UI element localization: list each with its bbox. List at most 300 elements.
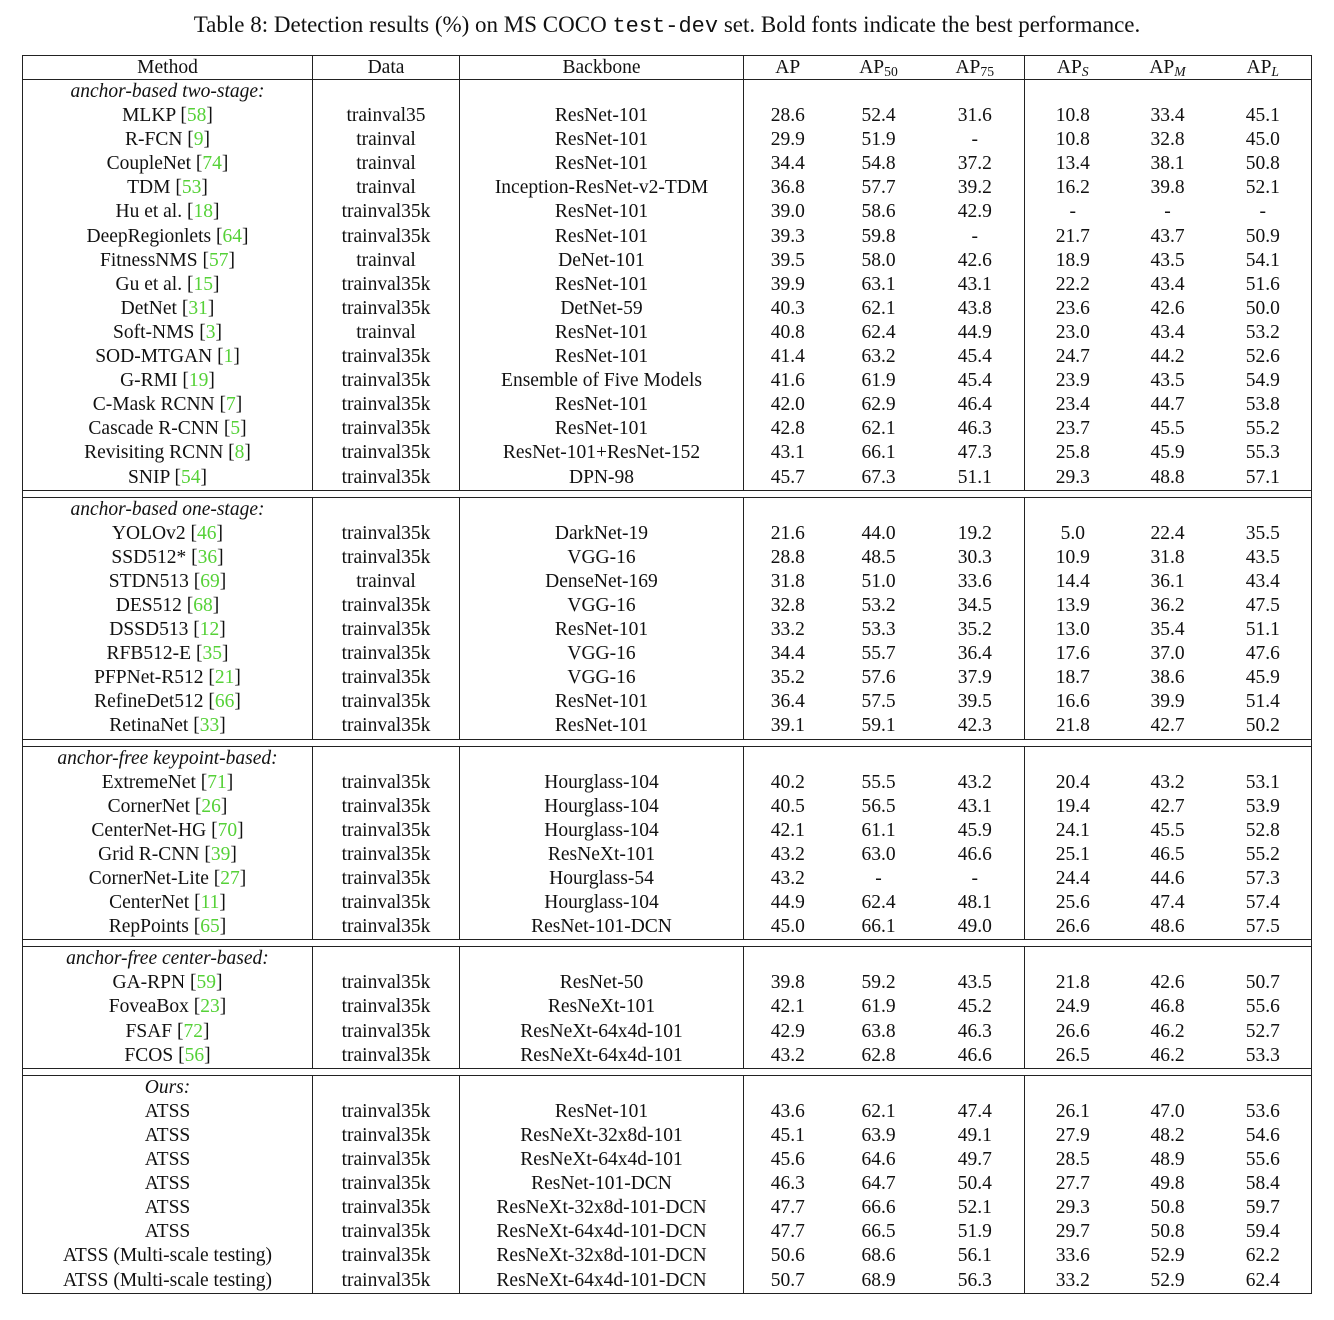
data-cell: trainval35k	[313, 1044, 460, 1069]
citation-link[interactable]: 69	[200, 570, 220, 592]
data-cell: trainval35k	[313, 618, 460, 642]
citation-link[interactable]: 56	[184, 1044, 205, 1066]
citation-link[interactable]: 7	[226, 394, 236, 416]
data-cell: trainval	[313, 152, 460, 176]
apl-cell: 54.9	[1245, 370, 1280, 392]
table-row	[23, 273, 1312, 297]
aps-cell: 23.0	[1025, 321, 1121, 345]
method-cell: MLKP [58]	[122, 105, 213, 127]
ap-cell: 28.8	[744, 546, 832, 570]
citation-link[interactable]: 3	[205, 321, 216, 343]
method-cell	[23, 1269, 313, 1294]
ap75-cell: 46.6	[957, 1044, 992, 1066]
apl-cell: 43.5	[1245, 546, 1280, 568]
apl-cell: 55.2	[1245, 418, 1280, 440]
method-cell: STDN513 [69]	[108, 570, 227, 592]
method-name: SNIP	[128, 466, 170, 488]
backbone-cell: ResNeXt-101	[460, 843, 744, 867]
ap75-cell: 43.2	[957, 771, 992, 793]
ap75-cell: 43.1	[957, 273, 992, 295]
method-name: ATSS	[144, 1173, 191, 1195]
citation-link[interactable]: 31	[188, 297, 208, 319]
data-cell: trainval	[313, 249, 460, 273]
ap50-cell: 63.2	[861, 346, 896, 368]
citation-link[interactable]: 58	[186, 105, 207, 127]
ap-cell: 44.9	[744, 891, 832, 915]
header-ap: AP	[744, 56, 832, 80]
data-cell: trainval35k	[313, 441, 460, 465]
ap50-cell: 59.1	[861, 715, 896, 737]
apm-cell: 32.8	[1150, 129, 1185, 151]
apm-cell: 46.2	[1150, 1044, 1185, 1066]
aps-cell: 24.9	[1025, 995, 1121, 1019]
table-section	[23, 746, 1312, 940]
aps-cell: 23.7	[1025, 417, 1121, 441]
ap-cell: 29.9	[744, 128, 832, 152]
backbone-cell: DetNet-59	[460, 297, 744, 321]
apm-cell: 42.7	[1150, 715, 1185, 737]
apl-cell: 52.8	[1245, 819, 1280, 841]
data-cell: trainval35k	[313, 915, 460, 940]
aps-cell: 14.4	[1025, 570, 1121, 594]
ap-cell: 34.4	[744, 152, 832, 176]
section-title-row	[23, 80, 1312, 105]
apm-cell: 45.9	[1150, 442, 1185, 464]
backbone-cell: ResNet-101	[460, 225, 744, 249]
ap-cell: 40.2	[744, 771, 832, 795]
method-cell: PFPNet-R512 [21]	[94, 667, 241, 689]
ap-cell: 41.4	[744, 345, 832, 369]
data-cell: trainval	[313, 570, 460, 594]
ap75-cell: 46.3	[957, 1020, 992, 1042]
ap-cell: 36.8	[744, 176, 832, 200]
method-name: CornerNet-Lite	[88, 868, 209, 889]
aps-cell: 26.5	[1025, 1044, 1121, 1069]
table-section	[23, 80, 1312, 491]
backbone-cell: ResNeXt-32x8d-101-DCN	[460, 1196, 744, 1220]
citation-link[interactable]: 9	[193, 129, 204, 151]
citation-link[interactable]: 39	[210, 843, 231, 865]
data-cell: trainval35k	[313, 466, 460, 491]
table-row	[23, 843, 1312, 867]
data-cell: trainval35k	[313, 417, 460, 441]
aps-cell: 29.3	[1025, 466, 1121, 491]
citation-link[interactable]: 59	[196, 972, 216, 994]
ap50-cell: 58.0	[861, 249, 896, 271]
data-cell: trainval	[313, 128, 460, 152]
table-section	[23, 497, 1312, 739]
citation-link[interactable]: 66	[214, 691, 235, 713]
ap75-cell: 49.0	[957, 916, 992, 938]
citation-link[interactable]: 27	[220, 868, 240, 889]
citation-link[interactable]: 35	[202, 643, 222, 665]
ap50-cell: 67.3	[861, 466, 896, 488]
method-cell: RetinaNet [33]	[109, 715, 226, 737]
header-apl: $AP_L$	[1215, 56, 1312, 80]
ap50-cell: 59.2	[861, 972, 896, 994]
aps-cell: 24.4	[1025, 867, 1121, 891]
backbone-cell: Inception-ResNet-v2-TDM	[460, 176, 744, 200]
apl-cell: 57.5	[1245, 916, 1280, 938]
method-name: RefineDet512	[94, 691, 204, 713]
method-cell: YOLOv2 [46]	[111, 522, 224, 544]
section-title-row	[23, 497, 1312, 522]
apl-cell: 52.6	[1245, 346, 1280, 368]
ap75-cell: 46.6	[957, 843, 992, 865]
apl-cell: 53.1	[1245, 771, 1280, 793]
apm-cell: 38.6	[1150, 667, 1185, 689]
apl-cell: 35.5	[1245, 522, 1280, 544]
ap50-cell: 59.8	[861, 225, 896, 247]
ap-cell: 35.2	[744, 666, 832, 690]
citation-link[interactable]: 1	[223, 346, 234, 368]
apm-cell: 36.2	[1150, 594, 1185, 616]
data-cell: trainval35k	[313, 369, 460, 393]
apm-cell: 47.4	[1150, 892, 1185, 914]
ap75-cell: 56.1	[957, 1245, 992, 1267]
ap-cell: 43.1	[744, 441, 832, 465]
apm-cell: 42.6	[1150, 972, 1185, 994]
method-cell: FoveaBox [23]	[108, 996, 227, 1018]
citation-link[interactable]: 65	[200, 916, 220, 938]
ap75-cell: 56.3	[957, 1269, 992, 1291]
ap-cell: 21.6	[744, 522, 832, 546]
citation-link[interactable]: 36	[197, 546, 218, 568]
ap-cell: 39.1	[744, 714, 832, 739]
header-method: Method	[23, 56, 313, 80]
section-title: Ours:	[144, 1076, 191, 1098]
aps-cell: 27.9	[1025, 1124, 1121, 1148]
ap-cell: 46.3	[744, 1172, 832, 1196]
apm-cell: 22.4	[1150, 522, 1185, 544]
method-cell: RefineDet512 [66]	[94, 691, 241, 713]
backbone-cell: ResNeXt-32x8d-101	[460, 1124, 744, 1148]
method-cell: Hu et al. [18]	[115, 201, 220, 223]
table-row	[23, 1196, 1312, 1220]
caption-prefix: Table 8: Detection results (%) on MS COCO	[193, 12, 613, 37]
ap-cell: 39.8	[744, 971, 832, 995]
apm-cell: 42.6	[1150, 297, 1185, 319]
citation-link[interactable]: 15	[193, 273, 213, 295]
data-cell: trainval35k	[313, 1100, 460, 1124]
header-backbone: Backbone	[460, 56, 744, 80]
method-cell	[23, 1100, 313, 1124]
ap75-cell: 43.8	[957, 297, 992, 319]
apm-cell: 43.2	[1150, 771, 1185, 793]
citation-link[interactable]: 57	[208, 249, 229, 271]
method-name: ATSS	[144, 1197, 191, 1219]
apl-cell: 62.2	[1245, 1245, 1280, 1267]
results-table	[22, 55, 1312, 1294]
method-cell	[23, 1244, 313, 1268]
backbone-cell: ResNeXt-101	[460, 995, 744, 1019]
method-cell	[23, 1220, 313, 1244]
ap50-cell: 64.7	[861, 1173, 896, 1195]
table-row	[23, 795, 1312, 819]
method-cell: TDM [53]	[127, 177, 208, 199]
data-cell: trainval35k	[313, 297, 460, 321]
ap50-cell: 63.0	[861, 843, 896, 865]
apl-cell: 52.7	[1245, 1020, 1280, 1042]
method-cell: G-RMI [19]	[120, 370, 215, 392]
apl-cell: 51.6	[1245, 273, 1280, 295]
citation-link[interactable]: 70	[217, 819, 238, 841]
ap-cell: 50.7	[744, 1269, 832, 1294]
apl-cell: 53.2	[1245, 321, 1280, 343]
backbone-cell: ResNet-101	[460, 618, 744, 642]
method-name: ExtremeNet	[101, 771, 196, 793]
apl-cell: 58.4	[1245, 1173, 1280, 1195]
method-cell: DES512 [68]	[115, 594, 220, 616]
table-row	[23, 522, 1312, 546]
citation-link[interactable]: 8	[234, 442, 245, 464]
section-title: anchor-free center-based:	[66, 948, 269, 970]
citation-link[interactable]: 33	[199, 715, 220, 737]
backbone-cell: ResNeXt-64x4d-101	[460, 1044, 744, 1069]
ap75-cell: 46.3	[957, 418, 992, 440]
apm-cell: 43.5	[1150, 249, 1185, 271]
backbone-cell: ResNeXt-64x4d-101	[460, 1148, 744, 1172]
backbone-cell: ResNet-101-DCN	[460, 915, 744, 940]
method-cell: RepPoints [65]	[108, 916, 227, 938]
table-row	[23, 714, 1312, 739]
ap50-cell: 63.8	[861, 1020, 896, 1042]
method-cell: CoupleNet [74]	[106, 153, 229, 175]
ap-cell: 34.4	[744, 642, 832, 666]
table-row	[23, 466, 1312, 491]
apm-cell: 45.5	[1150, 418, 1185, 440]
apm-cell: 46.2	[1150, 1020, 1185, 1042]
citation-link[interactable]: 74	[202, 153, 222, 175]
aps-cell: 13.9	[1025, 594, 1121, 618]
aps-cell: 21.7	[1025, 225, 1121, 249]
section-title: anchor-based two-stage:	[70, 81, 265, 102]
apl-cell: 57.3	[1245, 868, 1280, 889]
method-cell: R-FCN [9]	[124, 129, 211, 151]
apm-cell: 52.9	[1150, 1269, 1185, 1291]
ap75-cell: 19.2	[957, 522, 992, 544]
aps-cell: 16.2	[1025, 176, 1121, 200]
citation-link[interactable]: 72	[183, 1020, 203, 1042]
backbone-cell: Hourglass-54	[460, 867, 744, 891]
ap75-cell: -	[971, 868, 978, 889]
citation-link[interactable]: 19	[188, 370, 209, 392]
backbone-cell: Hourglass-104	[460, 819, 744, 843]
method-cell: FitnessNMS [57]	[100, 249, 235, 271]
ap75-cell: 43.1	[957, 795, 992, 817]
method-name: R-FCN	[124, 129, 183, 151]
data-cell: trainval35k	[313, 1220, 460, 1244]
ap50-cell: 56.5	[861, 795, 896, 817]
method-cell: C-Mask RCNN [7]	[92, 394, 243, 416]
apm-cell: 49.8	[1150, 1173, 1185, 1195]
backbone-cell: VGG-16	[460, 666, 744, 690]
method-cell: DeepRegionlets [64]	[86, 225, 249, 247]
ap75-cell: 39.5	[957, 691, 992, 713]
method-name: Hu et al.	[115, 201, 183, 223]
method-cell: CenterNet [11]	[109, 892, 226, 914]
citation-link[interactable]: 26	[201, 795, 221, 817]
section-title: anchor-based one-stage:	[70, 498, 265, 520]
apl-cell: 45.0	[1245, 129, 1280, 151]
ap50-cell: 66.5	[861, 1221, 896, 1243]
citation-link[interactable]: 64	[222, 225, 242, 247]
citation-link[interactable]: 46	[197, 522, 217, 544]
apl-cell: 55.3	[1245, 442, 1280, 464]
ap50-cell: 62.1	[861, 1100, 896, 1122]
method-name: Soft-NMS	[113, 321, 195, 343]
method-cell: FSAF [72]	[125, 1020, 210, 1042]
data-cell: trainval35k	[313, 642, 460, 666]
table-row	[23, 618, 1312, 642]
aps-cell: 13.0	[1025, 618, 1121, 642]
backbone-cell: ResNet-101	[460, 417, 744, 441]
ap-cell: 33.2	[744, 618, 832, 642]
citation-link[interactable]: 68	[193, 594, 213, 616]
ap-cell: 43.6	[744, 1100, 832, 1124]
aps-cell: 18.9	[1025, 249, 1121, 273]
table-row	[23, 441, 1312, 465]
apm-cell: 45.5	[1150, 819, 1185, 841]
data-cell: trainval35k	[313, 995, 460, 1019]
backbone-cell: VGG-16	[460, 546, 744, 570]
data-cell: trainval35k	[313, 1020, 460, 1044]
apm-cell: 44.7	[1150, 394, 1185, 416]
backbone-cell: ResNet-101	[460, 690, 744, 714]
citation-link[interactable]: 54	[180, 466, 201, 488]
header-ap75: $AP_{75}$	[926, 56, 1025, 80]
method-name: FitnessNMS	[100, 249, 198, 271]
table-row	[23, 594, 1312, 618]
table-row	[23, 1124, 1312, 1148]
method-cell: RFB512-E [35]	[106, 643, 229, 665]
ap-cell: 39.9	[744, 273, 832, 297]
apl-cell: 47.6	[1245, 643, 1280, 665]
ap50-cell: -	[875, 868, 882, 889]
apl-cell: 59.4	[1245, 1221, 1280, 1243]
ap50-cell: 68.9	[861, 1269, 896, 1291]
ap-cell: 32.8	[744, 594, 832, 618]
backbone-cell: ResNet-101	[460, 1100, 744, 1124]
data-cell: trainval35k	[313, 393, 460, 417]
table-row	[23, 666, 1312, 690]
apm-cell: 48.9	[1150, 1149, 1185, 1171]
ap75-cell: 45.2	[957, 996, 992, 1018]
aps-cell: 19.4	[1025, 795, 1121, 819]
apm-cell: -	[1164, 201, 1171, 223]
method-name: ATSS	[144, 1221, 191, 1243]
method-cell: ExtremeNet [71]	[101, 771, 234, 793]
method-name: DeepRegionlets	[86, 225, 212, 247]
data-cell: trainval35k	[313, 795, 460, 819]
backbone-cell: Ensemble of Five Models	[460, 369, 744, 393]
citation-link[interactable]: 12	[199, 619, 220, 641]
section-gap	[23, 490, 1312, 497]
ap-cell: 45.1	[744, 1124, 832, 1148]
citation-link[interactable]: 18	[193, 201, 213, 223]
data-cell: trainval35k	[313, 714, 460, 739]
method-name: RetinaNet	[109, 715, 189, 737]
aps-cell: 25.6	[1025, 891, 1121, 915]
method-name: Cascade R-CNN	[88, 418, 219, 440]
method-cell: CornerNet-Lite [27]	[88, 868, 247, 889]
ap-cell: 39.3	[744, 225, 832, 249]
backbone-cell: ResNet-101	[460, 321, 744, 345]
section-gap	[23, 1068, 1312, 1075]
ap-cell: 45.7	[744, 466, 832, 491]
apm-cell: 46.8	[1150, 996, 1185, 1018]
aps-cell: 24.1	[1025, 819, 1121, 843]
ap50-cell: 66.1	[861, 442, 896, 464]
apl-cell: 51.1	[1245, 619, 1280, 641]
citation-link[interactable]: 23	[200, 996, 220, 1018]
aps-cell: 22.2	[1025, 273, 1121, 297]
table-row	[23, 819, 1312, 843]
apl-cell: 53.3	[1245, 1044, 1280, 1066]
backbone-cell: ResNet-101	[460, 104, 744, 128]
header-ap50: $AP_{50}$	[832, 56, 926, 80]
table-row	[23, 570, 1312, 594]
apl-cell: 54.6	[1245, 1124, 1280, 1146]
citation-link[interactable]: 53	[181, 177, 202, 199]
citation-link[interactable]: 71	[207, 771, 227, 793]
aps-cell: 25.8	[1025, 441, 1121, 465]
apm-cell: 35.4	[1150, 619, 1185, 641]
aps-cell: 23.4	[1025, 393, 1121, 417]
citation-link[interactable]: 5	[230, 418, 241, 440]
citation-link[interactable]: 21	[214, 667, 235, 689]
citation-link[interactable]: 11	[200, 892, 220, 914]
data-cell: trainval35k	[313, 200, 460, 224]
aps-cell: 17.6	[1025, 642, 1121, 666]
table-row	[23, 915, 1312, 940]
table-row	[23, 771, 1312, 795]
aps-cell: 26.1	[1025, 1100, 1121, 1124]
table-row	[23, 176, 1312, 200]
table-row	[23, 867, 1312, 891]
aps-cell: 10.8	[1025, 128, 1121, 152]
data-cell: trainval35k	[313, 819, 460, 843]
data-cell: trainval35k	[313, 891, 460, 915]
ap-cell: 39.5	[744, 249, 832, 273]
method-name: PFPNet-R512	[94, 667, 204, 689]
apl-cell: 45.1	[1245, 105, 1280, 127]
apl-cell: 50.0	[1245, 297, 1280, 319]
ap75-cell: 43.5	[957, 972, 992, 994]
ap-cell: 47.7	[744, 1220, 832, 1244]
method-name: G-RMI	[120, 370, 178, 392]
table-row	[23, 1100, 1312, 1124]
method-cell: CenterNet-HG [70]	[91, 819, 244, 841]
table-row	[23, 1269, 1312, 1294]
data-cell: trainval35k	[313, 771, 460, 795]
apm-cell: 43.4	[1150, 273, 1185, 295]
apl-cell: 50.2	[1245, 715, 1280, 737]
ap75-cell: 49.7	[957, 1149, 992, 1171]
apl-cell: -	[1259, 201, 1266, 223]
ap-cell: 50.6	[744, 1244, 832, 1268]
caption-split-name: test-dev	[612, 14, 719, 39]
aps-cell: 18.7	[1025, 666, 1121, 690]
backbone-cell: ResNeXt-64x4d-101-DCN	[460, 1269, 744, 1294]
ap-cell: 40.5	[744, 795, 832, 819]
aps-cell: 23.9	[1025, 369, 1121, 393]
apm-cell: 44.2	[1150, 346, 1185, 368]
backbone-cell: VGG-16	[460, 594, 744, 618]
ap75-cell: 42.9	[957, 201, 992, 223]
method-cell: Grid R-CNN [39]	[98, 843, 237, 865]
table-row	[23, 995, 1312, 1019]
